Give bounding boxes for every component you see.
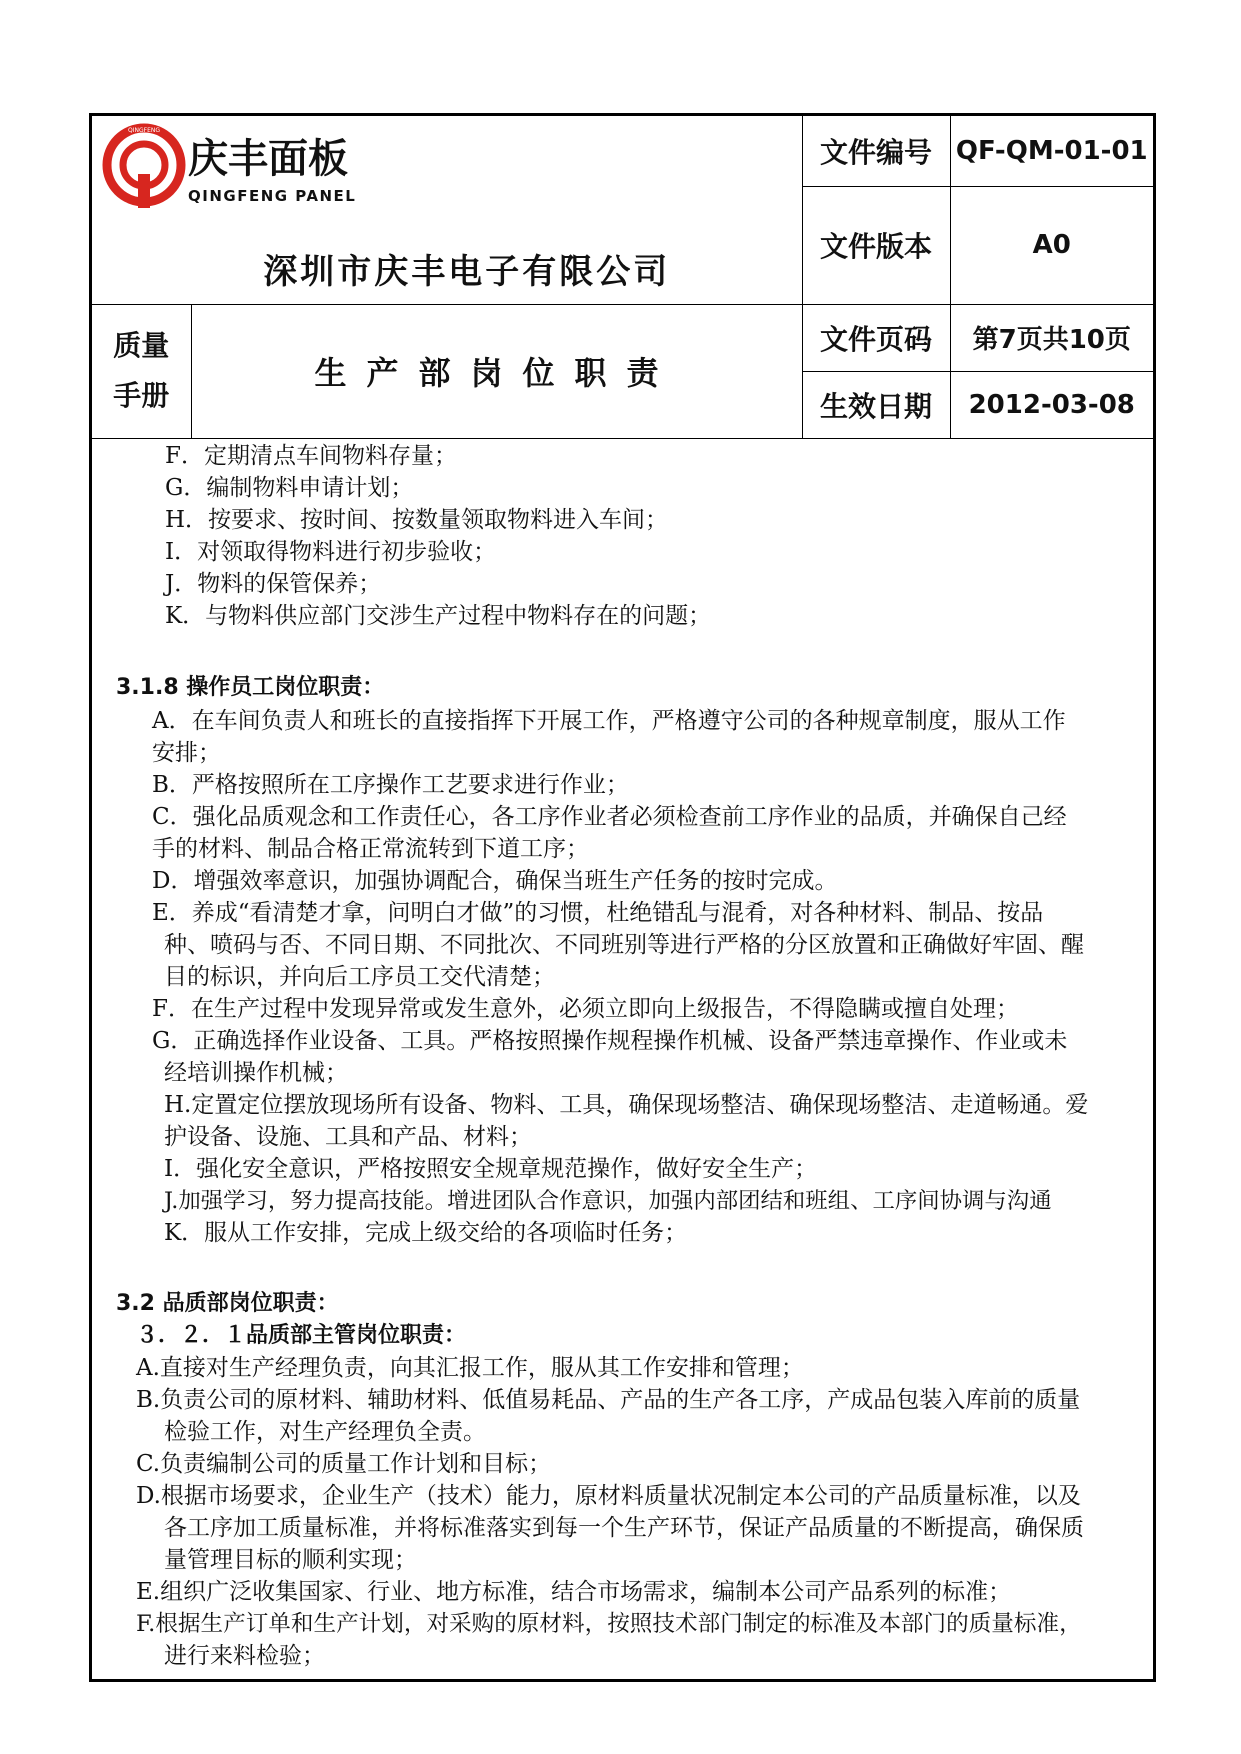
subsection-heading: ３．２．１品质部主管岗位职责： — [136, 1323, 467, 1348]
body-line: J.加强学习，努力提高技能。增进团队合作意识，加强内部团结和班组、工序间协调与沟通 — [164, 1188, 1052, 1214]
body-line: J．物料的保管保养； — [165, 571, 382, 597]
company-name: 深圳市庆丰电子有限公司 — [263, 251, 671, 292]
body-line: H．按要求、按时间、按数量领取物料进入车间； — [165, 507, 669, 533]
qingfeng-logo — [102, 122, 357, 208]
section-heading: 3.1.8 操作员工岗位职责： — [116, 675, 385, 700]
body-line: B.负责公司的原材料、辅助材料、低值易耗品、产品的生产各工序，产成品包装入库前的质量 — [136, 1387, 1081, 1413]
body-line: B．严格按照所在工序操作工艺要求进行作业； — [152, 772, 629, 798]
body-line: K．与物料供应部门交涉生产过程中物料存在的问题； — [165, 603, 712, 629]
manual-line-1: 质量 — [113, 329, 170, 362]
body-line: A．在车间负责人和班长的直接指挥下开展工作，严格遵守公司的各种规章制度，服从工作 — [152, 708, 1066, 734]
body-line: G．正确选择作业设备、工具。严格按照操作规程操作机械、设备严禁违章操作、作业或未 — [152, 1028, 1068, 1054]
body-line: G．编制物料申请计划； — [165, 475, 414, 501]
body-line: E．养成“看清楚才拿，问明白才做”的习惯，杜绝错乱与混肴，对各种材料、制品、按品 — [152, 900, 1044, 926]
body-line: F．在生产过程中发现异常或发生意外，必须立即向上级报告，不得隐瞒或擅自处理； — [152, 996, 1019, 1022]
field-label-page: 文件页码 — [802, 304, 950, 371]
body-line: 经培训操作机械； — [164, 1060, 348, 1086]
body-line: 护设备、设施、工具和产品、材料； — [164, 1124, 532, 1150]
body-line: 各工序加工质量标准，并将标准落实到每一个生产环节，保证产品质量的不断提高，确保质 — [164, 1515, 1084, 1541]
body-line: 目的标识，并向后工序员工交代清楚； — [164, 964, 555, 990]
field-label-doc-number: 文件编号 — [802, 116, 950, 186]
field-label-doc-version: 文件版本 — [802, 186, 950, 304]
body-line: 手的材料、制品合格正常流转到下道工序； — [152, 836, 589, 862]
logo-en-text: QINGFENG PANEL — [188, 187, 357, 205]
body-line: I．对领取得物料进行初步验收； — [165, 539, 497, 565]
field-value-effective-date: 2012-03-08 — [950, 371, 1153, 438]
body-line: 量管理目标的顺利实现； — [164, 1547, 417, 1573]
body-line: F．定期清点车间物料存量； — [165, 443, 457, 469]
body-line: D.根据市场要求，企业生产（技术）能力，原材料质量状况制定本公司的产品质量标准，以及 — [136, 1483, 1081, 1509]
body-line: 检验工作，对生产经理负全责。 — [164, 1419, 486, 1445]
body-line: K．服从工作安排，完成上级交给的各项临时任务； — [164, 1220, 688, 1246]
field-value-doc-number: QF-QM-01-01 — [950, 116, 1153, 186]
section-heading: 3.2 品质部岗位职责： — [116, 1291, 339, 1316]
body-line: H.定置定位摆放现场所有设备、物料、工具，确保现场整洁、确保现场整洁、走道畅通。爱 — [164, 1092, 1089, 1118]
logo-ring-text: QINGFENG — [127, 127, 161, 134]
logo-cn-text: 庆丰面板 — [188, 136, 348, 182]
manual-line-2: 手册 — [113, 379, 170, 412]
body-line: C．强化品质观念和工作责任心，各工序作业者必须检查前工序作业的品质，并确保自己经 — [152, 804, 1067, 830]
body-line: I．强化安全意识，严格按照安全规章规范操作，做好安全生产； — [164, 1156, 818, 1182]
body-line: D．增强效率意识，加强协调配合，确保当班生产任务的按时完成。 — [152, 868, 838, 894]
field-value-page: 第7页共10页 — [950, 304, 1153, 371]
field-value-doc-version: A0 — [950, 186, 1153, 304]
body-line: 进行来料检验； — [164, 1643, 325, 1669]
field-label-effective-date: 生效日期 — [802, 371, 950, 438]
manual-label — [92, 304, 191, 438]
company-cell — [92, 116, 802, 304]
body-line: F.根据生产订单和生产计划，对采购的原材料，按照技术部门制定的标准及本部门的质量标准， — [136, 1611, 1082, 1637]
document-title: 生产部岗位职责 — [191, 304, 802, 438]
header-table — [92, 116, 1153, 439]
body-line: A.直接对生产经理负责，向其汇报工作，服从其工作安排和管理； — [136, 1355, 804, 1381]
document-frame — [89, 113, 1156, 1682]
body-line: 安排； — [152, 740, 221, 766]
body-line: E.组织广泛收集国家、行业、地方标准，结合市场需求，编制本公司产品系列的标准； — [136, 1579, 1012, 1605]
body-line: 种、喷码与否、不同日期、不同批次、不同班别等进行严格的分区放置和正确做好牢固、醒 — [164, 932, 1084, 958]
body-line: C.负责编制公司的质量工作计划和目标； — [136, 1451, 552, 1477]
